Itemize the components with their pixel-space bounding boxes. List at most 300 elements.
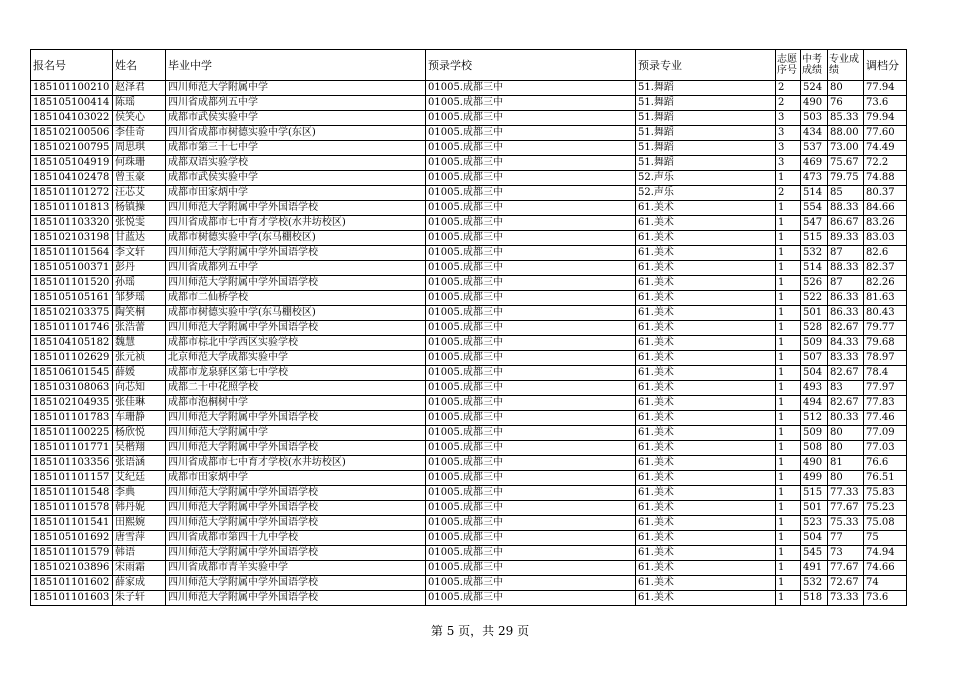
cell-registration-number: 185105105161 — [31, 291, 113, 306]
table-row — [31, 561, 907, 576]
cell-exam-score: 469 — [801, 156, 828, 171]
cell-exam-score: 493 — [801, 381, 828, 396]
table-row — [31, 441, 907, 456]
cell-registration-number: 185101101602 — [31, 576, 113, 591]
cell-name: 汪芯艾 — [113, 186, 166, 201]
cell-file-score: 75.83 — [864, 486, 907, 501]
cell-file-score: 74.49 — [864, 141, 907, 156]
cell-registration-number: 185101101603 — [31, 591, 113, 606]
table-row — [31, 201, 907, 216]
cell-registration-number: 185104102478 — [31, 171, 113, 186]
cell-name: 陈瑶 — [113, 96, 166, 111]
cell-name: 杨镇操 — [113, 201, 166, 216]
cell-file-score: 73.6 — [864, 96, 907, 111]
cell-admit-major: 61.美术 — [636, 546, 776, 561]
cell-graduation-school: 四川省成都市树德实验中学(东区) — [166, 126, 426, 141]
cell-name: 韩丹妮 — [113, 501, 166, 516]
table-row — [31, 486, 907, 501]
cell-choice-order: 1 — [776, 471, 801, 486]
cell-admit-major: 61.美术 — [636, 561, 776, 576]
cell-choice-order: 1 — [776, 336, 801, 351]
table-row — [31, 141, 907, 156]
cell-choice-order: 1 — [776, 276, 801, 291]
cell-admit-school: 01005.成都三中 — [426, 591, 636, 606]
table-row — [31, 546, 907, 561]
cell-graduation-school: 四川师范大学附属中学外国语学校 — [166, 246, 426, 261]
cell-choice-order: 1 — [776, 501, 801, 516]
cell-graduation-school: 四川师范大学附属中学外国语学校 — [166, 486, 426, 501]
cell-choice-order: 1 — [776, 561, 801, 576]
cell-name: 周思琪 — [113, 141, 166, 156]
cell-file-score: 74 — [864, 576, 907, 591]
cell-exam-score: 554 — [801, 201, 828, 216]
cell-admit-major: 61.美术 — [636, 216, 776, 231]
cell-major-score: 88.33 — [828, 201, 864, 216]
cell-graduation-school: 成都市棕北中学西区实验学校 — [166, 336, 426, 351]
cell-admit-major: 61.美术 — [636, 456, 776, 471]
table-row — [31, 216, 907, 231]
cell-file-score: 75.08 — [864, 516, 907, 531]
table-row — [31, 126, 907, 141]
cell-exam-score: 524 — [801, 81, 828, 96]
cell-admit-major: 61.美术 — [636, 291, 776, 306]
table-row — [31, 186, 907, 201]
cell-admit-school: 01005.成都三中 — [426, 246, 636, 261]
cell-graduation-school: 四川师范大学附属中学外国语学校 — [166, 546, 426, 561]
cell-exam-score: 512 — [801, 411, 828, 426]
cell-file-score: 77.97 — [864, 381, 907, 396]
cell-exam-score: 503 — [801, 111, 828, 126]
cell-major-score: 87 — [828, 246, 864, 261]
cell-admit-major: 61.美术 — [636, 261, 776, 276]
cell-registration-number: 185101101541 — [31, 516, 113, 531]
cell-choice-order: 1 — [776, 201, 801, 216]
cell-file-score: 77.83 — [864, 396, 907, 411]
cell-admit-school: 01005.成都三中 — [426, 396, 636, 411]
cell-file-score: 84.66 — [864, 201, 907, 216]
cell-choice-order: 3 — [776, 156, 801, 171]
cell-choice-order: 1 — [776, 321, 801, 336]
cell-major-score: 73 — [828, 546, 864, 561]
cell-graduation-school: 成都市树德实验中学(东马棚校区) — [166, 231, 426, 246]
cell-admit-major: 61.美术 — [636, 396, 776, 411]
table-row — [31, 576, 907, 591]
cell-file-score: 76.6 — [864, 456, 907, 471]
cell-exam-score: 545 — [801, 546, 828, 561]
cell-exam-score: 504 — [801, 531, 828, 546]
cell-exam-score: 504 — [801, 366, 828, 381]
cell-name: 魏慧 — [113, 336, 166, 351]
cell-exam-score: 473 — [801, 171, 828, 186]
admission-table — [30, 49, 907, 606]
cell-file-score: 80.43 — [864, 306, 907, 321]
cell-admit-major: 61.美术 — [636, 591, 776, 606]
cell-registration-number: 185101100210 — [31, 81, 113, 96]
cell-registration-number: 185105101692 — [31, 531, 113, 546]
cell-admit-major: 61.美术 — [636, 201, 776, 216]
cell-registration-number: 185102100795 — [31, 141, 113, 156]
cell-file-score: 79.77 — [864, 321, 907, 336]
cell-graduation-school: 四川师范大学附属中学外国语学校 — [166, 276, 426, 291]
cell-name: 杨欣悦 — [113, 426, 166, 441]
cell-choice-order: 1 — [776, 366, 801, 381]
cell-registration-number: 185105100414 — [31, 96, 113, 111]
cell-graduation-school: 四川师范大学附属中学外国语学校 — [166, 201, 426, 216]
cell-file-score: 77.94 — [864, 81, 907, 96]
cell-major-score: 84.33 — [828, 336, 864, 351]
cell-file-score: 82.37 — [864, 261, 907, 276]
cell-admit-major: 61.美术 — [636, 411, 776, 426]
cell-choice-order: 1 — [776, 381, 801, 396]
cell-major-score: 77.67 — [828, 561, 864, 576]
cell-choice-order: 1 — [776, 441, 801, 456]
cell-file-score: 83.26 — [864, 216, 907, 231]
cell-admit-major: 61.美术 — [636, 531, 776, 546]
cell-admit-school: 01005.成都三中 — [426, 471, 636, 486]
table-header — [31, 50, 907, 81]
cell-admit-major: 61.美术 — [636, 486, 776, 501]
cell-file-score: 78.4 — [864, 366, 907, 381]
cell-registration-number: 185102103896 — [31, 561, 113, 576]
cell-graduation-school: 成都市武侯实验中学 — [166, 171, 426, 186]
cell-major-score: 85.33 — [828, 111, 864, 126]
cell-choice-order: 1 — [776, 216, 801, 231]
cell-graduation-school: 成都双语实验学校 — [166, 156, 426, 171]
header-file-score: 调档分 — [864, 50, 907, 81]
cell-registration-number: 185102103375 — [31, 306, 113, 321]
cell-graduation-school: 北京师范大学成都实验中学 — [166, 351, 426, 366]
cell-choice-order: 3 — [776, 111, 801, 126]
cell-admit-school: 01005.成都三中 — [426, 501, 636, 516]
cell-graduation-school: 四川师范大学附属中学外国语学校 — [166, 501, 426, 516]
cell-major-score: 76 — [828, 96, 864, 111]
cell-major-score: 88.33 — [828, 261, 864, 276]
cell-choice-order: 2 — [776, 81, 801, 96]
cell-choice-order: 2 — [776, 186, 801, 201]
cell-name: 艾纪廷 — [113, 471, 166, 486]
cell-choice-order: 1 — [776, 516, 801, 531]
header-major-score: 专业成绩 — [828, 50, 864, 81]
cell-name: 邹梦瑶 — [113, 291, 166, 306]
cell-registration-number: 185101103356 — [31, 456, 113, 471]
cell-file-score: 77.03 — [864, 441, 907, 456]
cell-major-score: 82.67 — [828, 321, 864, 336]
header-registration-number: 报名号 — [31, 50, 113, 81]
cell-exam-score: 508 — [801, 441, 828, 456]
cell-choice-order: 1 — [776, 351, 801, 366]
cell-choice-order: 1 — [776, 291, 801, 306]
cell-choice-order: 1 — [776, 486, 801, 501]
cell-registration-number: 185103108063 — [31, 381, 113, 396]
cell-major-score: 75.67 — [828, 156, 864, 171]
cell-admit-school: 01005.成都三中 — [426, 156, 636, 171]
cell-name: 张悦雯 — [113, 216, 166, 231]
cell-admit-school: 01005.成都三中 — [426, 276, 636, 291]
cell-graduation-school: 四川师范大学附属中学 — [166, 426, 426, 441]
cell-admit-major: 61.美术 — [636, 306, 776, 321]
cell-registration-number: 185101101578 — [31, 501, 113, 516]
cell-file-score: 83.03 — [864, 231, 907, 246]
cell-admit-school: 01005.成都三中 — [426, 546, 636, 561]
cell-admit-school: 01005.成都三中 — [426, 81, 636, 96]
cell-exam-score: 526 — [801, 276, 828, 291]
cell-major-score: 80 — [828, 81, 864, 96]
cell-major-score: 79.75 — [828, 171, 864, 186]
table-row — [31, 81, 907, 96]
cell-graduation-school: 成都市龙泉驿区第七中学校 — [166, 366, 426, 381]
cell-graduation-school: 成都市田家炳中学 — [166, 186, 426, 201]
header-name: 姓名 — [113, 50, 166, 81]
table-row — [31, 156, 907, 171]
cell-admit-school: 01005.成都三中 — [426, 426, 636, 441]
table-row — [31, 261, 907, 276]
cell-graduation-school: 四川省成都市七中育才学校(水井坊校区) — [166, 456, 426, 471]
cell-major-score: 73.33 — [828, 591, 864, 606]
cell-exam-score: 532 — [801, 246, 828, 261]
table-row — [31, 171, 907, 186]
cell-admit-school: 01005.成都三中 — [426, 96, 636, 111]
cell-admit-school: 01005.成都三中 — [426, 171, 636, 186]
cell-choice-order: 1 — [776, 411, 801, 426]
cell-name: 车珊静 — [113, 411, 166, 426]
cell-graduation-school: 四川师范大学附属中学 — [166, 81, 426, 96]
cell-major-score: 86.33 — [828, 306, 864, 321]
cell-admit-major: 61.美术 — [636, 351, 776, 366]
cell-name: 宋雨霜 — [113, 561, 166, 576]
cell-choice-order: 3 — [776, 126, 801, 141]
cell-graduation-school: 四川师范大学附属中学外国语学校 — [166, 321, 426, 336]
cell-file-score: 82.6 — [864, 246, 907, 261]
cell-file-score: 74.94 — [864, 546, 907, 561]
table-row — [31, 351, 907, 366]
cell-exam-score: 494 — [801, 396, 828, 411]
cell-exam-score: 528 — [801, 321, 828, 336]
cell-exam-score: 514 — [801, 261, 828, 276]
cell-admit-school: 01005.成都三中 — [426, 111, 636, 126]
cell-registration-number: 185101101272 — [31, 186, 113, 201]
cell-choice-order: 3 — [776, 141, 801, 156]
cell-admit-major: 61.美术 — [636, 336, 776, 351]
cell-graduation-school: 四川省成都市七中育才学校(水井坊校区) — [166, 216, 426, 231]
cell-file-score: 77.09 — [864, 426, 907, 441]
cell-registration-number: 185101101783 — [31, 411, 113, 426]
table-row — [31, 531, 907, 546]
cell-graduation-school: 四川省成都市第四十九中学校 — [166, 531, 426, 546]
cell-graduation-school: 成都市二仙桥学校 — [166, 291, 426, 306]
cell-admit-school: 01005.成都三中 — [426, 186, 636, 201]
cell-admit-major: 61.美术 — [636, 231, 776, 246]
cell-name: 张语涵 — [113, 456, 166, 471]
header-exam-score: 中考成绩 — [801, 50, 828, 81]
cell-name: 向芯知 — [113, 381, 166, 396]
cell-admit-major: 61.美术 — [636, 381, 776, 396]
cell-choice-order: 1 — [776, 546, 801, 561]
cell-graduation-school: 四川师范大学附属中学外国语学校 — [166, 411, 426, 426]
cell-exam-score: 515 — [801, 231, 828, 246]
cell-choice-order: 2 — [776, 96, 801, 111]
cell-exam-score: 490 — [801, 456, 828, 471]
cell-choice-order: 1 — [776, 531, 801, 546]
cell-admit-major: 51.舞蹈 — [636, 96, 776, 111]
table-body — [31, 81, 907, 606]
cell-admit-school: 01005.成都三中 — [426, 306, 636, 321]
cell-graduation-school: 四川省成都列五中学 — [166, 96, 426, 111]
cell-name: 薛家成 — [113, 576, 166, 591]
header-admit-school: 预录学校 — [426, 50, 636, 81]
table-row — [31, 96, 907, 111]
cell-registration-number: 185101101157 — [31, 471, 113, 486]
cell-exam-score: 501 — [801, 501, 828, 516]
cell-name: 张元祯 — [113, 351, 166, 366]
cell-graduation-school: 成都市泡桐树中学 — [166, 396, 426, 411]
cell-graduation-school: 成都市第三十七中学 — [166, 141, 426, 156]
cell-major-score: 82.67 — [828, 396, 864, 411]
cell-choice-order: 1 — [776, 231, 801, 246]
cell-file-score: 74.88 — [864, 171, 907, 186]
cell-name: 陶笑桐 — [113, 306, 166, 321]
cell-exam-score: 509 — [801, 336, 828, 351]
cell-exam-score: 491 — [801, 561, 828, 576]
cell-name: 侯笑心 — [113, 111, 166, 126]
cell-admit-major: 61.美术 — [636, 441, 776, 456]
table-row — [31, 381, 907, 396]
cell-file-score: 80.37 — [864, 186, 907, 201]
cell-admit-major: 51.舞蹈 — [636, 81, 776, 96]
cell-major-score: 77.33 — [828, 486, 864, 501]
table-row — [31, 291, 907, 306]
cell-registration-number: 185101101579 — [31, 546, 113, 561]
cell-registration-number: 185101100225 — [31, 426, 113, 441]
cell-admit-school: 01005.成都三中 — [426, 216, 636, 231]
table-row — [31, 456, 907, 471]
table-row — [31, 111, 907, 126]
cell-admit-major: 51.舞蹈 — [636, 141, 776, 156]
cell-exam-score: 507 — [801, 351, 828, 366]
cell-registration-number: 185101101520 — [31, 276, 113, 291]
header-admit-major: 预录专业 — [636, 50, 776, 81]
cell-admit-major: 61.美术 — [636, 366, 776, 381]
table-row — [31, 411, 907, 426]
cell-name: 薛媛 — [113, 366, 166, 381]
cell-admit-school: 01005.成都三中 — [426, 351, 636, 366]
cell-exam-score: 514 — [801, 186, 828, 201]
cell-choice-order: 1 — [776, 591, 801, 606]
cell-file-score: 78.97 — [864, 351, 907, 366]
cell-file-score: 79.68 — [864, 336, 907, 351]
cell-major-score: 80 — [828, 471, 864, 486]
table-row — [31, 426, 907, 441]
cell-name: 朱子轩 — [113, 591, 166, 606]
cell-admit-school: 01005.成都三中 — [426, 141, 636, 156]
cell-admit-school: 01005.成都三中 — [426, 291, 636, 306]
cell-admit-school: 01005.成都三中 — [426, 411, 636, 426]
cell-admit-major: 52.声乐 — [636, 171, 776, 186]
cell-exam-score: 509 — [801, 426, 828, 441]
cell-registration-number: 185101101548 — [31, 486, 113, 501]
cell-admit-school: 01005.成都三中 — [426, 486, 636, 501]
cell-registration-number: 185101101813 — [31, 201, 113, 216]
table-row — [31, 336, 907, 351]
cell-major-score: 72.67 — [828, 576, 864, 591]
cell-admit-school: 01005.成都三中 — [426, 561, 636, 576]
cell-registration-number: 185101101771 — [31, 441, 113, 456]
cell-major-score: 73.00 — [828, 141, 864, 156]
cell-graduation-school: 四川师范大学附属中学外国语学校 — [166, 516, 426, 531]
cell-admit-major: 61.美术 — [636, 321, 776, 336]
cell-file-score: 74.66 — [864, 561, 907, 576]
cell-registration-number: 185102104935 — [31, 396, 113, 411]
cell-exam-score: 515 — [801, 486, 828, 501]
cell-major-score: 88.00 — [828, 126, 864, 141]
table-row — [31, 591, 907, 606]
cell-exam-score: 522 — [801, 291, 828, 306]
cell-choice-order: 1 — [776, 246, 801, 261]
cell-name: 李典 — [113, 486, 166, 501]
table-row — [31, 471, 907, 486]
header-choice-order: 志愿序号 — [776, 50, 801, 81]
cell-exam-score: 490 — [801, 96, 828, 111]
cell-admit-major: 61.美术 — [636, 276, 776, 291]
cell-graduation-school: 四川师范大学附属中学外国语学校 — [166, 591, 426, 606]
cell-admit-school: 01005.成都三中 — [426, 441, 636, 456]
cell-choice-order: 1 — [776, 306, 801, 321]
cell-graduation-school: 四川省成都列五中学 — [166, 261, 426, 276]
cell-major-score: 85 — [828, 186, 864, 201]
cell-name: 李文轩 — [113, 246, 166, 261]
table-row — [31, 306, 907, 321]
table-row — [31, 396, 907, 411]
cell-registration-number: 185101101564 — [31, 246, 113, 261]
cell-choice-order: 1 — [776, 576, 801, 591]
table-row — [31, 246, 907, 261]
cell-registration-number: 185104103022 — [31, 111, 113, 126]
table-row — [31, 501, 907, 516]
table-row — [31, 276, 907, 291]
cell-registration-number: 185101101746 — [31, 321, 113, 336]
cell-major-score: 86.33 — [828, 291, 864, 306]
cell-name: 李佳奇 — [113, 126, 166, 141]
cell-graduation-school: 四川师范大学附属中学外国语学校 — [166, 576, 426, 591]
cell-name: 韩语 — [113, 546, 166, 561]
cell-exam-score: 499 — [801, 471, 828, 486]
cell-name: 赵泽君 — [113, 81, 166, 96]
cell-major-score: 77 — [828, 531, 864, 546]
cell-registration-number: 185101103320 — [31, 216, 113, 231]
cell-registration-number: 185101102629 — [31, 351, 113, 366]
page-footer: 第 5 页，共 29 页 — [430, 624, 530, 638]
cell-major-score: 80.33 — [828, 411, 864, 426]
cell-name: 曾玉豪 — [113, 171, 166, 186]
cell-file-score: 77.60 — [864, 126, 907, 141]
table-row — [31, 516, 907, 531]
cell-file-score: 73.6 — [864, 591, 907, 606]
cell-admit-school: 01005.成都三中 — [426, 366, 636, 381]
cell-major-score: 86.67 — [828, 216, 864, 231]
cell-exam-score: 501 — [801, 306, 828, 321]
cell-admit-major: 61.美术 — [636, 576, 776, 591]
cell-graduation-school: 成都市田家炳中学 — [166, 471, 426, 486]
cell-exam-score: 518 — [801, 591, 828, 606]
cell-admit-school: 01005.成都三中 — [426, 336, 636, 351]
cell-file-score: 72.2 — [864, 156, 907, 171]
cell-major-score: 77.67 — [828, 501, 864, 516]
cell-choice-order: 1 — [776, 261, 801, 276]
cell-major-score: 83.33 — [828, 351, 864, 366]
cell-admit-major: 52.声乐 — [636, 186, 776, 201]
cell-major-score: 83 — [828, 381, 864, 396]
cell-registration-number: 185104105182 — [31, 336, 113, 351]
cell-choice-order: 1 — [776, 171, 801, 186]
